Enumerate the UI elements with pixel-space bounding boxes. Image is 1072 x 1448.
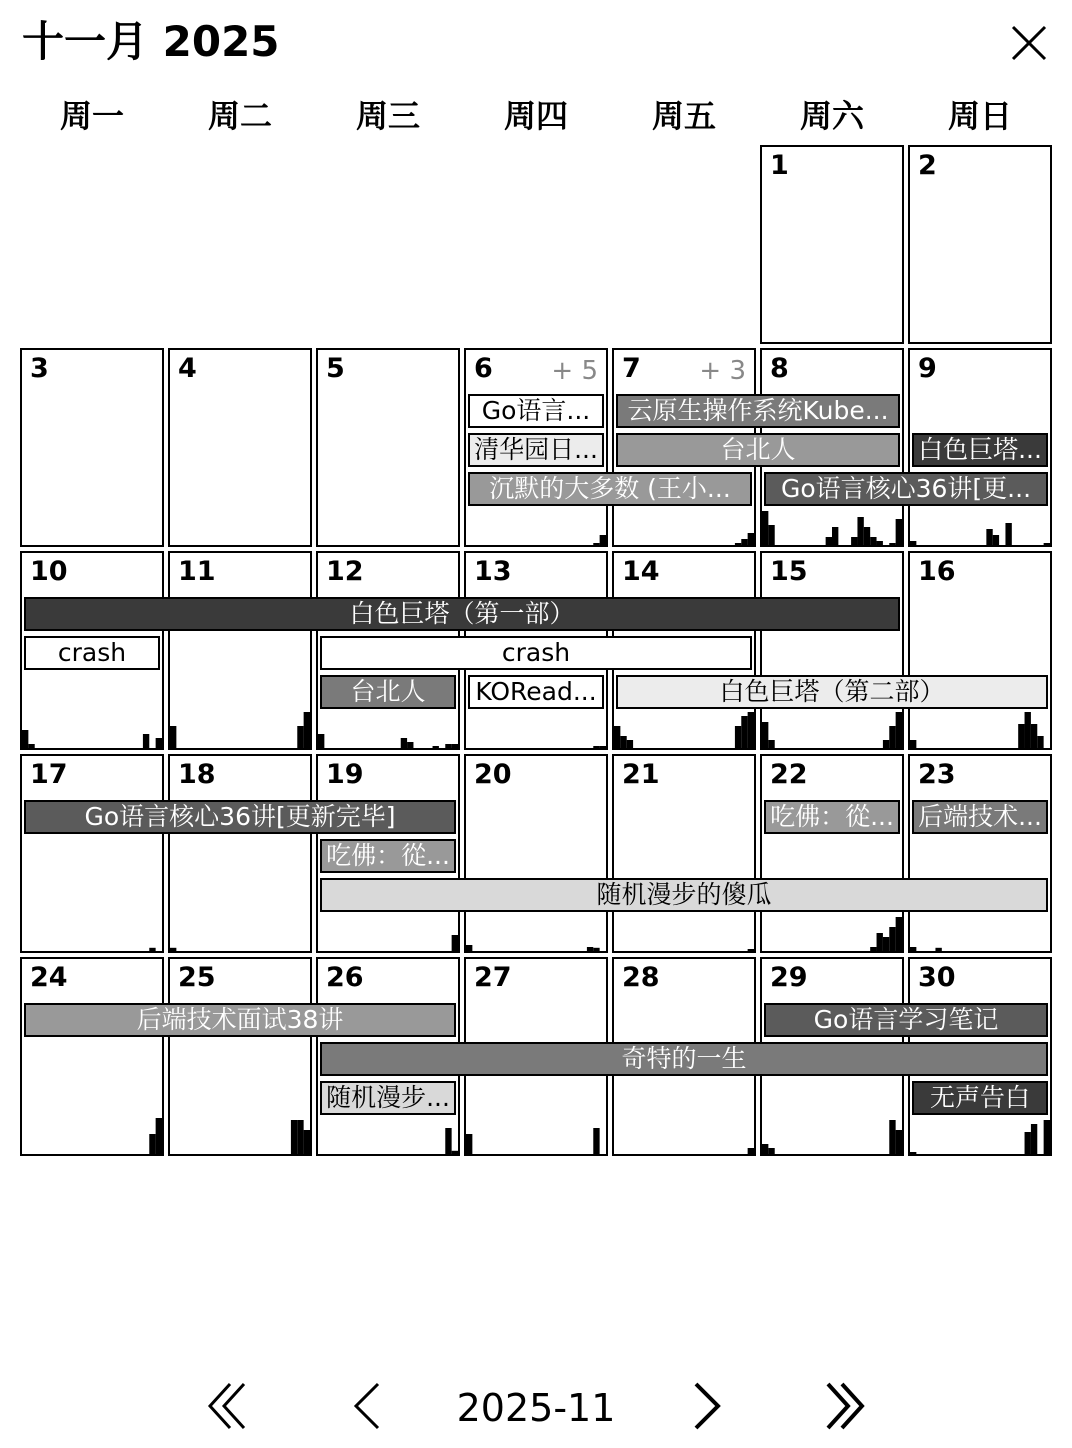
event-bar[interactable]: 白色巨塔（第二部） <box>616 675 1048 709</box>
activity-bar <box>748 533 754 545</box>
activity-bar <box>910 1152 916 1154</box>
chevron-right-icon <box>690 1380 726 1432</box>
event-bar[interactable]: 白色巨塔（第一部） <box>24 597 900 631</box>
day-number: 12 <box>326 556 364 587</box>
activity-bar <box>297 726 303 748</box>
activity-bar <box>445 1128 451 1154</box>
activity-bar <box>762 511 768 545</box>
activity-bar <box>170 726 176 748</box>
event-bar[interactable]: 无声告白 <box>912 1081 1048 1115</box>
activity-bar <box>896 1130 902 1154</box>
activity-bar <box>452 935 458 951</box>
reading-activity-chart <box>614 501 754 545</box>
activity-bar <box>768 1148 774 1154</box>
activity-bar <box>452 744 458 748</box>
activity-bar <box>889 543 895 545</box>
activity-bar <box>170 948 176 951</box>
next-year-button[interactable] <box>820 1380 868 1432</box>
activity-bar <box>593 543 599 545</box>
activity-bar <box>297 1120 303 1154</box>
reading-activity-chart <box>762 704 902 748</box>
day-cell[interactable] <box>20 957 164 1156</box>
activity-bar <box>877 541 883 545</box>
activity-bar <box>600 746 606 748</box>
activity-bar <box>910 740 916 748</box>
event-bar[interactable]: 台北人 <box>616 433 900 467</box>
prev-year-button[interactable] <box>204 1380 252 1432</box>
day-cell[interactable] <box>760 754 904 953</box>
reading-activity-chart <box>318 704 458 748</box>
activity-bar <box>896 712 902 748</box>
day-number: 5 <box>326 353 345 384</box>
day-cell[interactable] <box>760 551 904 750</box>
day-number: 24 <box>30 962 68 993</box>
day-cell[interactable] <box>908 754 1052 953</box>
activity-bar <box>851 537 857 545</box>
day-number: 10 <box>30 556 68 587</box>
reading-activity-chart <box>170 704 310 748</box>
activity-bar <box>620 736 626 748</box>
activity-bar <box>1005 523 1011 545</box>
reading-activity-chart <box>466 907 606 951</box>
day-cell[interactable] <box>760 145 904 344</box>
day-cell[interactable] <box>168 754 312 953</box>
reading-activity-chart <box>614 907 754 951</box>
day-number: 6 <box>474 353 493 384</box>
reading-activity-chart <box>170 1110 310 1154</box>
weekday-header: 周六 <box>799 97 864 135</box>
activity-bar <box>149 948 155 951</box>
day-cell[interactable] <box>908 551 1052 750</box>
reading-activity-chart <box>762 501 902 545</box>
day-cell[interactable] <box>168 957 312 1156</box>
day-cell[interactable] <box>20 754 164 953</box>
day-cell[interactable] <box>464 754 608 953</box>
activity-bar <box>735 543 741 545</box>
day-number: 22 <box>770 759 808 790</box>
day-number: 8 <box>770 353 789 384</box>
event-bar[interactable]: 白色巨塔... <box>912 433 1048 467</box>
reading-activity-chart <box>22 907 162 951</box>
activity-bar <box>593 1128 599 1154</box>
activity-bar <box>870 537 876 545</box>
double-chevron-left-icon <box>204 1380 252 1432</box>
activity-bar <box>741 716 747 748</box>
weekday-header: 周五 <box>651 97 716 135</box>
activity-bar <box>627 740 633 748</box>
day-number: 1 <box>770 150 789 181</box>
activity-bar <box>857 517 863 545</box>
day-cell[interactable] <box>168 348 312 547</box>
event-bar[interactable]: 清华园日... <box>468 433 604 467</box>
day-number: 29 <box>770 962 808 993</box>
activity-bar <box>1044 1120 1050 1154</box>
activity-bar <box>877 933 883 951</box>
activity-bar <box>1031 724 1037 748</box>
day-number: 25 <box>178 962 216 993</box>
event-bar[interactable]: 后端技术... <box>912 800 1048 834</box>
activity-bar <box>466 1134 472 1154</box>
reading-activity-chart <box>910 907 1050 951</box>
event-bar[interactable]: KORead... <box>468 675 604 709</box>
day-number: 3 <box>30 353 49 384</box>
activity-bar <box>593 948 599 951</box>
day-number: 7 <box>622 353 641 384</box>
chevron-left-icon <box>348 1380 384 1432</box>
more-events-count[interactable]: + 5 <box>551 356 598 386</box>
day-number: 30 <box>918 962 956 993</box>
reading-activity-chart <box>466 501 606 545</box>
activity-bar <box>452 1151 458 1154</box>
activity-bar <box>407 742 413 748</box>
activity-bar <box>883 740 889 748</box>
activity-bar <box>762 1144 768 1154</box>
day-number: 19 <box>326 759 364 790</box>
event-bar[interactable]: 随机漫步... <box>320 1081 456 1115</box>
activity-bar <box>156 738 162 748</box>
reading-activity-chart <box>466 704 606 748</box>
activity-bar <box>318 734 324 748</box>
activity-bar <box>864 527 870 545</box>
reading-activity-chart <box>22 704 162 748</box>
activity-bar <box>401 738 407 748</box>
activity-bar <box>1031 1124 1037 1154</box>
double-chevron-right-icon <box>820 1380 868 1432</box>
event-bar[interactable]: 沉默的大多数 (王小... <box>468 472 752 506</box>
activity-bar <box>889 1120 895 1154</box>
activity-bar <box>156 1118 162 1154</box>
activity-bar <box>735 726 741 748</box>
day-number: 11 <box>178 556 216 587</box>
event-bar[interactable]: 奇特的一生 <box>320 1042 1048 1076</box>
activity-bar <box>870 947 876 951</box>
activity-bar <box>149 1134 155 1154</box>
activity-bar <box>748 949 754 951</box>
activity-bar <box>1018 724 1024 748</box>
activity-bar <box>762 722 768 748</box>
event-bar[interactable]: 后端技术面试38讲 <box>24 1003 456 1037</box>
activity-bar <box>832 527 838 545</box>
day-number: 17 <box>30 759 68 790</box>
weekday-header: 周三 <box>355 97 420 135</box>
reading-activity-chart <box>762 1110 902 1154</box>
activity-bar <box>896 519 902 545</box>
day-number: 20 <box>474 759 512 790</box>
day-number: 18 <box>178 759 216 790</box>
activity-bar <box>614 726 620 748</box>
activity-bar <box>593 746 599 748</box>
activity-bar <box>587 947 593 951</box>
day-cell[interactable] <box>168 551 312 750</box>
event-bar[interactable]: crash <box>320 636 752 670</box>
weekday-header: 周四 <box>503 97 568 135</box>
activity-bar <box>304 1130 310 1154</box>
activity-bar <box>826 537 832 545</box>
event-bar[interactable]: 台北人 <box>320 675 456 709</box>
activity-bar <box>466 945 472 951</box>
day-number: 27 <box>474 962 512 993</box>
activity-bar <box>889 726 895 748</box>
activity-bar <box>986 529 992 545</box>
activity-bar <box>896 917 902 951</box>
activity-bar <box>28 744 34 748</box>
event-bar[interactable]: 随机漫步的傻瓜 <box>320 878 1048 912</box>
day-number: 16 <box>918 556 956 587</box>
reading-activity-chart <box>318 1110 458 1154</box>
event-bar[interactable]: Go语言核心36讲[更新完毕] <box>24 800 456 834</box>
reading-activity-chart <box>614 1110 754 1154</box>
day-cell[interactable] <box>20 348 164 547</box>
day-number: 9 <box>918 353 937 384</box>
more-events-count[interactable]: + 3 <box>699 356 746 386</box>
activity-bar <box>935 948 941 951</box>
event-bar[interactable]: Go语言核心36讲[更... <box>764 472 1048 506</box>
reading-activity-chart <box>910 501 1050 545</box>
day-cell[interactable] <box>612 754 756 953</box>
activity-bar <box>1044 543 1050 545</box>
reading-activity-chart <box>22 1110 162 1154</box>
activity-bar <box>304 712 310 748</box>
weekday-header: 周一 <box>59 97 124 135</box>
activity-bar <box>600 535 606 545</box>
activity-bar <box>768 525 774 545</box>
weekday-header: 周二 <box>207 97 272 135</box>
reading-activity-chart <box>318 907 458 951</box>
reading-activity-chart <box>614 704 754 748</box>
event-bar[interactable]: 吃佛：從... <box>320 839 456 873</box>
day-number: 26 <box>326 962 364 993</box>
close-button[interactable] <box>1008 22 1050 64</box>
activity-bar <box>291 1120 297 1154</box>
event-bar[interactable]: Go语言学习笔记 <box>764 1003 1048 1037</box>
calendar-title: 十一月 2025 <box>22 17 280 66</box>
day-number: 13 <box>474 556 512 587</box>
current-month-label[interactable]: 2025-11 <box>456 1386 616 1430</box>
activity-bar <box>889 927 895 951</box>
event-bar[interactable]: 吃佛：從... <box>764 800 900 834</box>
event-bar[interactable]: Go语言... <box>468 394 604 428</box>
activity-bar <box>993 535 999 545</box>
activity-bar <box>1025 712 1031 748</box>
activity-bar <box>22 730 28 748</box>
activity-bar <box>1025 1132 1031 1154</box>
next-month-button[interactable] <box>690 1380 726 1432</box>
day-number: 2 <box>918 150 937 181</box>
reading-activity-chart <box>910 704 1050 748</box>
activity-bar <box>433 746 439 748</box>
reading-activity-chart <box>466 1110 606 1154</box>
event-bar[interactable]: crash <box>24 636 160 670</box>
weekday-header: 周日 <box>947 97 1012 135</box>
activity-bar <box>741 539 747 545</box>
activity-bar <box>883 937 889 951</box>
day-number: 14 <box>622 556 660 587</box>
activity-bar <box>1037 736 1043 748</box>
reading-activity-chart <box>762 907 902 951</box>
activity-bar <box>910 541 916 545</box>
day-number: 15 <box>770 556 808 587</box>
activity-bar <box>748 712 754 748</box>
prev-month-button[interactable] <box>348 1380 384 1432</box>
event-bar[interactable]: 云原生操作系统Kube... <box>616 394 900 428</box>
activity-bar <box>143 734 149 748</box>
day-number: 4 <box>178 353 197 384</box>
day-number: 23 <box>918 759 956 790</box>
reading-activity-chart <box>910 1110 1050 1154</box>
activity-bar <box>910 947 916 951</box>
activity-bar <box>768 740 774 748</box>
day-number: 21 <box>622 759 660 790</box>
day-number: 28 <box>622 962 660 993</box>
activity-bar <box>748 1148 754 1154</box>
close-icon <box>1008 22 1050 64</box>
day-cell[interactable] <box>908 145 1052 344</box>
day-cell[interactable] <box>316 348 460 547</box>
reading-activity-chart <box>170 907 310 951</box>
activity-bar <box>445 744 451 748</box>
